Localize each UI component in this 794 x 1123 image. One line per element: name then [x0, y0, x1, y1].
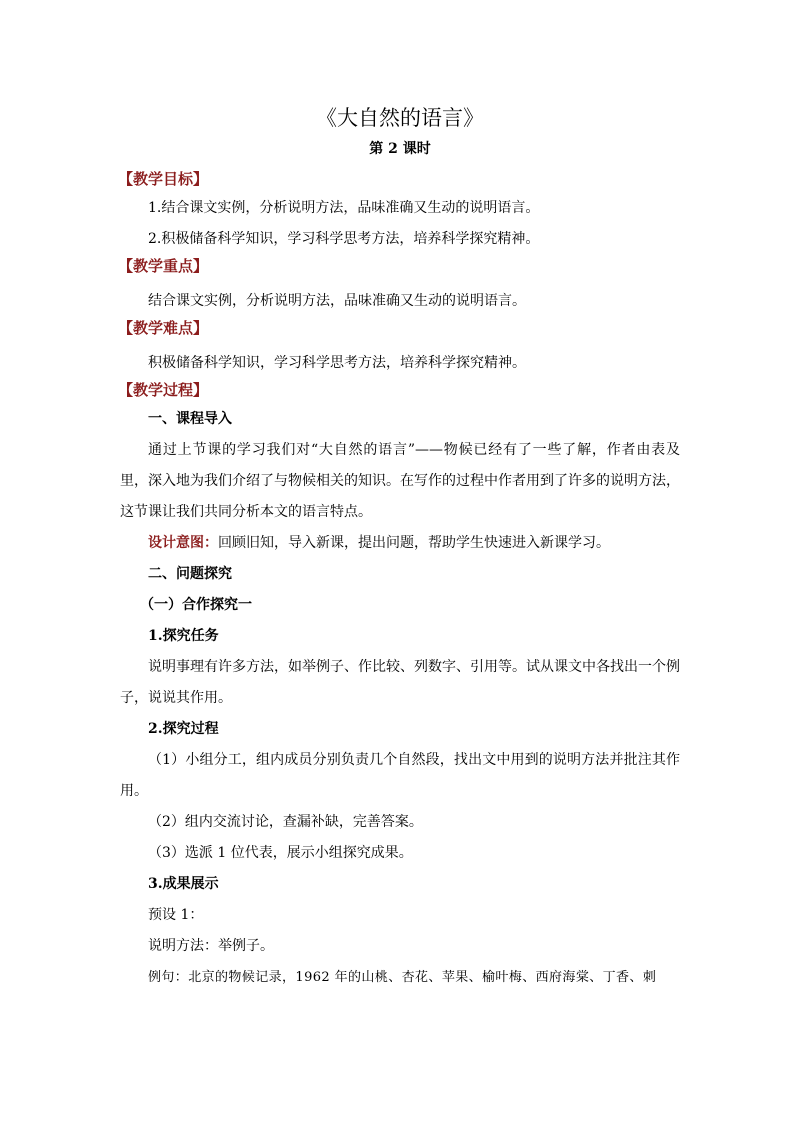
part1-heading: 一、课程导入 [148, 411, 232, 427]
document-title: 《大自然的语言》 [316, 106, 484, 130]
design-intent-label: 设计意图： [148, 535, 218, 551]
task-paragraph: 说明事理有许多方法，如举例子、作比较、列数字、引用等。试从课文中各找出一个例子，说说其作用。 [120, 659, 680, 706]
objective-item: 1.结合课文实例，分析说明方法，品味准确又生动的说明语言。 [148, 200, 540, 216]
process-heading: 【教学过程】 [118, 381, 209, 399]
objectives-heading: 【教学目标】 [118, 170, 209, 188]
result-heading: 3.成果展示 [148, 876, 219, 892]
design-intent [120, 528, 680, 559]
intro-paragraph: 通过上节课的学习我们对“大自然的语言”——物候已经有了一些了解，作者由表及里，深入地为我们介绍了与物候相关的知识。在写作的过程中作者用到了许多的说明方法，这节课让我们共同分析本文的语言特点。 [120, 442, 680, 520]
step-item: （2）组内交流讨论，查漏补缺，完善答案。 [148, 814, 423, 830]
key-points-heading: 【教学重点】 [118, 257, 209, 275]
key-points-text: 结合课文实例，分析说明方法，品味准确又生动的说明语言。 [148, 293, 526, 309]
part2-heading: 二、问题探究 [148, 566, 232, 582]
task-heading: 1.探究任务 [148, 628, 219, 644]
preset-label: 预设 1： [148, 907, 204, 923]
process2-heading: 2.探究过程 [148, 721, 219, 737]
method-line: 说明方法：举例子。 [148, 938, 274, 954]
objective-item: 2.积极储备科学知识，学习科学思考方法，培养科学探究精神。 [148, 231, 540, 247]
design-intent-text: 回顾旧知，导入新课，提出问题，帮助学生快速进入新课学习。 [218, 535, 610, 551]
coop-heading: （一）合作探究一 [140, 597, 252, 613]
lesson-subtitle: 第 2 课时 [369, 141, 431, 157]
difficulty-text: 积极储备科学知识，学习科学思考方法，培养科学探究精神。 [148, 355, 526, 371]
step-item: （1）小组分工，组内成员分别负责几个自然段，找出文中用到的说明方法并批注其作用。 [120, 752, 680, 799]
difficulty-heading: 【教学难点】 [118, 319, 209, 337]
example-line: 例句：北京的物候记录，1962 年的山桃、杏花、苹果、榆叶梅、西府海棠、丁香、刺 [148, 970, 657, 985]
step-item: （3）选派 1 位代表，展示小组探究成果。 [148, 845, 413, 861]
document-body [120, 104, 680, 993]
